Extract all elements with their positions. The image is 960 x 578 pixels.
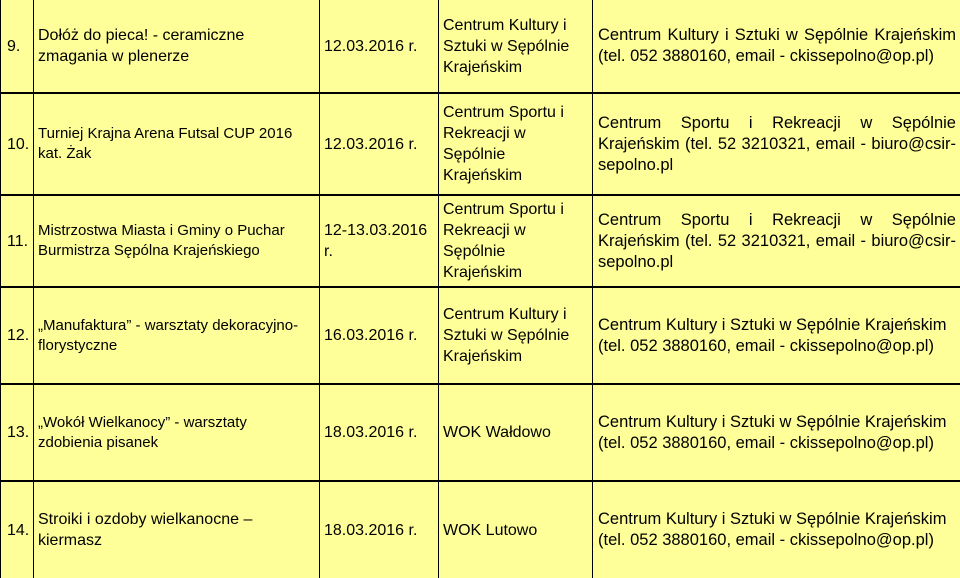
event-contact: Centrum Sportu i Rekreacji w Sępólnie Krajeńskim (tel. 52 3210321, email - biuro@csir-sepolno.pl	[593, 93, 960, 195]
event-contact: Centrum Kultury i Sztuki w Sępólnie Krajeńskim (tel. 052 3880160, email - ckissepolno@op.pl)	[593, 0, 960, 93]
event-title: „Manufaktura” - warsztaty dekoracyjno-florystyczne	[34, 287, 320, 384]
table-row	[1, 481, 960, 578]
event-contact: Centrum Kultury i Sztuki w Sępólnie Krajeńskim (tel. 052 3880160, email - ckissepolno@op.pl)	[593, 287, 960, 384]
event-date: 18.03.2016 r.	[320, 481, 439, 578]
event-title: Turniej Krajna Arena Futsal CUP 2016 kat. Żak	[34, 93, 320, 195]
row-number: 14.	[1, 481, 34, 578]
row-number: 12.	[1, 287, 34, 384]
event-organizer: Centrum Sportu i Rekreacji w Sępólnie Krajeńskim	[439, 93, 593, 195]
event-date: 18.03.2016 r.	[320, 384, 439, 481]
row-number: 10.	[1, 93, 34, 195]
event-contact: Centrum Kultury i Sztuki w Sępólnie Krajeńskim (tel. 052 3880160, email - ckissepolno@op.pl)	[593, 481, 960, 578]
row-number: 9.	[1, 0, 34, 93]
event-organizer: Centrum Kultury i Sztuki w Sępólnie Krajeńskim	[439, 287, 593, 384]
event-title: Stroiki i ozdoby wielkanocne – kiermasz	[34, 481, 320, 578]
table-row	[1, 287, 960, 384]
event-title: Dołóż do pieca! - ceramiczne zmagania w plenerze	[34, 0, 320, 93]
event-contact: Centrum Sportu i Rekreacji w Sępólnie Krajeńskim (tel. 52 3210321, email - biuro@csir-sepolno.pl	[593, 195, 960, 287]
event-organizer: WOK Wałdowo	[439, 384, 593, 481]
event-title: „Wokół Wielkanocy” - warsztaty zdobienia pisanek	[34, 384, 320, 481]
event-date: 12-13.03.2016 r.	[320, 195, 439, 287]
event-contact: Centrum Kultury i Sztuki w Sępólnie Krajeńskim (tel. 052 3880160, email - ckissepolno@op.pl)	[593, 384, 960, 481]
event-date: 12.03.2016 r.	[320, 0, 439, 93]
event-organizer: WOK Lutowo	[439, 481, 593, 578]
event-organizer: Centrum Sportu i Rekreacji w Sępólnie Krajeńskim	[439, 195, 593, 287]
table-row	[1, 0, 960, 93]
table-row	[1, 195, 960, 287]
table-row	[1, 93, 960, 195]
table-row	[1, 384, 960, 481]
event-title: Mistrzostwa Miasta i Gminy o Puchar Burmistrza Sępólna Krajeńskiego	[34, 195, 320, 287]
event-organizer: Centrum Kultury i Sztuki w Sępólnie Krajeńskim	[439, 0, 593, 93]
event-date: 12.03.2016 r.	[320, 93, 439, 195]
row-number: 13.	[1, 384, 34, 481]
event-date: 16.03.2016 r.	[320, 287, 439, 384]
row-number: 11.	[1, 195, 34, 287]
